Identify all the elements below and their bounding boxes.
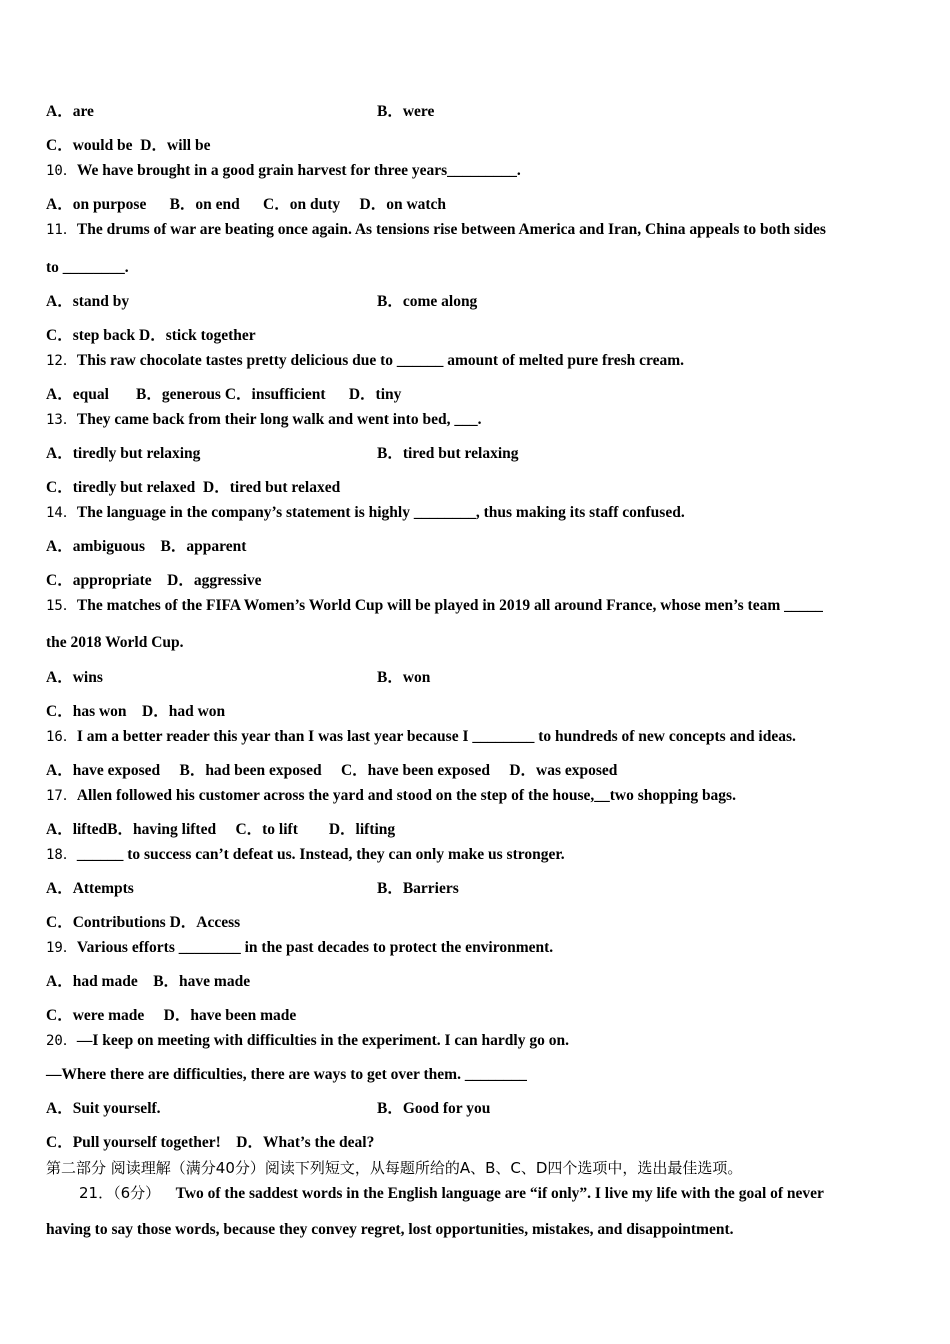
text-line: C．step back D．stick together: [46, 327, 256, 344]
text-line: C．has won D．had won: [46, 703, 226, 720]
text-line: A．ambiguous B．apparent: [46, 538, 247, 555]
question-number: 18．: [46, 847, 77, 863]
option-left: A．stand by: [46, 293, 130, 310]
text-line: to ________.: [46, 259, 129, 276]
question-number: 19．: [46, 940, 77, 956]
text-line: C．Contributions D．Access: [46, 914, 241, 931]
text-line: C．appropriate D．aggressive: [46, 572, 262, 589]
question-line: [46, 351, 684, 371]
question-line: [46, 727, 796, 747]
question-number: 13．: [46, 412, 77, 428]
question-number: 16．: [46, 729, 77, 745]
text-line: C．would be D．will be: [46, 137, 211, 154]
text-line: A．equal B．generous C．insufficient D．tiny: [46, 386, 402, 403]
option-left: A．are: [46, 103, 94, 120]
text-line: —Where there are difficulties, there are ways to get over them. ________: [46, 1066, 527, 1083]
question-number: 14．: [46, 505, 77, 521]
text-line: C．tiredly but relaxed D．tired but relaxed: [46, 479, 341, 496]
question-text: ______ to success can’t defeat us. Instead, they can only make us stronger.: [76, 846, 565, 863]
question-text: They came back from their long walk and went into bed, ___.: [76, 411, 482, 428]
option-right: B．won: [377, 669, 431, 686]
question-text: The drums of war are beating once again. As tensions rise between America and Iran, China appeals to both sides: [76, 221, 826, 238]
question-number: 20．: [46, 1033, 77, 1049]
text-line: C．were made D．have been made: [46, 1007, 297, 1024]
question-text: The language in the company’s statement is highly ________, thus making its staff confused.: [76, 504, 685, 521]
question-text: The matches of the FIFA Women’s World Cup will be played in 2019 all around France, whose men’s team _____: [76, 597, 823, 614]
question-line: [46, 786, 736, 806]
question-line: [46, 161, 521, 181]
question-text: —I keep on meeting with difficulties in the experiment. I can hardly go on.: [76, 1032, 569, 1049]
option-left: A．Suit yourself.: [46, 1100, 161, 1117]
text-line: A．on purpose B．on end C．on duty D．on watch: [46, 196, 447, 213]
question-text: Allen followed his customer across the yard and stood on the step of the house,__two shopping bags.: [76, 787, 736, 804]
question-line: [46, 1031, 569, 1051]
question-text: I am a better reader this year than I was last year because I ________ to hundreds of new concepts and ideas.: [76, 728, 796, 745]
option-right: B．come along: [377, 293, 478, 310]
question-21-line-1: [79, 1183, 824, 1204]
text-line: the 2018 World Cup.: [46, 634, 184, 651]
question-21-number: 21．（6分）: [79, 1184, 161, 1202]
question-21-line-2: having to say those words, because they convey regret, lost opportunities, mistakes, and disappointment.: [46, 1221, 734, 1238]
question-text: Various efforts ________ in the past decades to protect the environment.: [76, 939, 554, 956]
option-left: A．wins: [46, 669, 103, 686]
question-21-text: Two of the saddest words in the English language are “if only”. I live my life with the goal of never: [175, 1185, 824, 1202]
question-number: 10．: [46, 163, 77, 179]
question-text: We have brought in a good grain harvest for three years_________.: [76, 162, 521, 179]
question-line: [46, 220, 826, 240]
question-line: [46, 596, 823, 616]
option-left: A．Attempts: [46, 880, 134, 897]
question-text: This raw chocolate tastes pretty delicious due to ______ amount of melted pure fresh cream.: [76, 352, 685, 369]
text-line: A．have exposed B．had been exposed C．have been exposed D．was exposed: [46, 762, 618, 779]
question-number: 11．: [46, 222, 77, 238]
text-line: A．liftedB．having lifted C．to lift D．lifting: [46, 821, 396, 838]
text-line: A．had made B．have made: [46, 973, 251, 990]
question-number: 15．: [46, 598, 77, 614]
option-right: B．tired but relaxing: [377, 445, 519, 462]
question-line: [46, 938, 553, 958]
option-left: A．tiredly but relaxing: [46, 445, 201, 462]
text-line: C．Pull yourself together! D．What’s the deal?: [46, 1134, 375, 1151]
section-heading: 第二部分 阅读理解（满分40分）阅读下列短文，从每题所给的A、B、C、D四个选项中，选出最佳选项。: [46, 1159, 743, 1177]
question-line: [46, 503, 685, 523]
option-right: B．Good for you: [377, 1100, 491, 1117]
question-number: 12．: [46, 353, 77, 369]
question-line: [46, 845, 565, 865]
option-right: B．were: [377, 103, 435, 120]
option-right: B．Barriers: [377, 880, 459, 897]
question-line: [46, 410, 481, 430]
question-number: 17．: [46, 788, 77, 804]
